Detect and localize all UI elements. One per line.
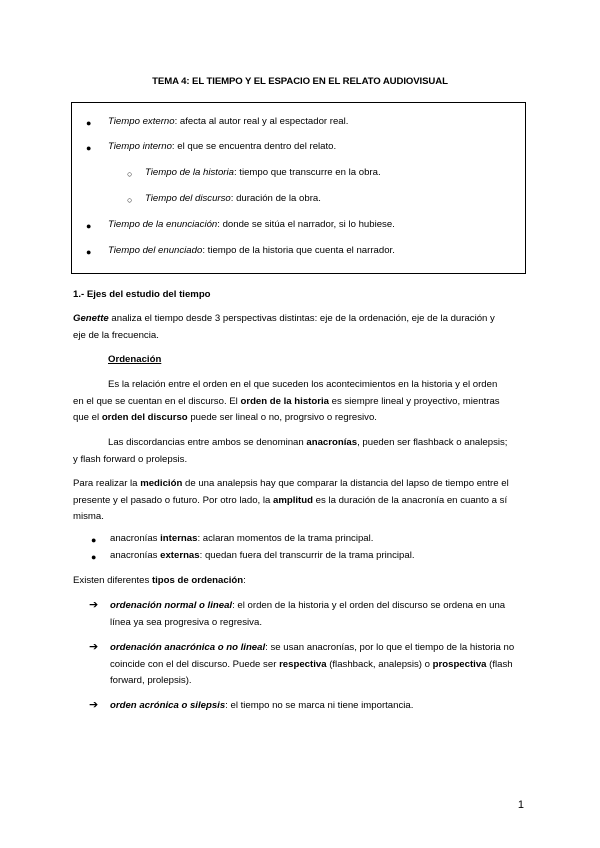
bullet-icon: ● — [86, 221, 92, 231]
term: Tiempo externo — [108, 116, 175, 127]
bullet-icon: ● — [91, 552, 97, 562]
list-item: orden acrónica o silepsis: el tiempo no se marca ni tiene importancia. — [110, 700, 414, 711]
list-item: Tiempo del enunciado: tiempo de la historia que cuenta el narrador. — [108, 245, 395, 256]
term: Tiempo de la enunciación — [108, 219, 218, 230]
list-item: Tiempo de la historia: tiempo que transcurre en la obra. — [145, 167, 381, 178]
paragraph-line: Las discordancias entre ambos se denominan anacronías, pueden ser flashback o analepsis; — [108, 437, 508, 448]
bullet-icon: ● — [91, 535, 97, 545]
term: Tiempo interno — [108, 141, 172, 152]
paragraph-line: presente y el pasado o futuro. Por otro lado, la amplitud es la duración de la anacronía en cuanto a sí — [73, 495, 508, 506]
paragraph-line: eje de la frecuencia. — [73, 330, 159, 341]
list-item: Tiempo de la enunciación: donde se sitúa el narrador, si lo hubiese. — [108, 219, 395, 230]
list-item: Tiempo interno: el que se encuentra dentro del relato. — [108, 141, 337, 152]
list-item: Tiempo externo: afecta al autor real y al espectador real. — [108, 116, 349, 127]
bullet-icon: ● — [86, 247, 92, 257]
paragraph-line: en el que se cuentan en el discurso. El orden de la historia es siempre lineal y proyectivo, mientras — [73, 396, 500, 407]
arrow-bullet-icon: ➔ — [89, 641, 99, 653]
hollow-bullet-icon: ○ — [127, 195, 133, 205]
list-item: anacronías externas: quedan fuera del transcurrir de la trama principal. — [110, 550, 415, 561]
list-item: ordenación normal o lineal: el orden de la historia y el orden del discurso se ordena en una — [110, 600, 506, 611]
hollow-bullet-icon: ○ — [127, 169, 133, 179]
list-item: ordenación anacrónica o no lineal: se usan anacronías, por lo que el tiempo de la historia no — [110, 642, 515, 653]
arrow-bullet-icon: ➔ — [89, 699, 99, 711]
paragraph-line: Genette analiza el tiempo desde 3 perspectivas distintas: eje de la ordenación, eje de la duración y — [73, 313, 495, 324]
list-item: anacronías internas: aclaran momentos de la trama principal. — [110, 533, 374, 544]
term: Tiempo del enunciado — [108, 245, 203, 256]
term: Tiempo de la historia — [145, 167, 234, 178]
paragraph-line: y flash forward o prolepsis. — [73, 454, 188, 465]
paragraph-line: misma. — [73, 511, 104, 522]
list-item-continuation: coincide con el del discurso. Puede ser respectiva (flashback, analepsis) o prospectiva (flash — [110, 659, 513, 670]
paragraph-line: que el orden del discurso puede ser lineal o no, progrsivo o regresivo. — [73, 412, 377, 423]
bullet-icon: ● — [86, 143, 92, 153]
section-heading: 1.- Ejes del estudio del tiempo — [73, 289, 211, 300]
page-number: 1 — [517, 799, 524, 811]
bullet-icon: ● — [86, 118, 92, 128]
paragraph-line: Existen diferentes tipos de ordenación: — [73, 575, 246, 586]
definitions-box — [71, 102, 526, 274]
list-item: Tiempo del discurso: duración de la obra. — [145, 193, 321, 204]
paragraph-line: Para realizar la medición de una analepsis hay que comparar la distancia del lapso de tiempo entre el — [73, 478, 509, 489]
paragraph-line: Es la relación entre el orden en el que suceden los acontecimientos en la historia y el orden — [108, 379, 498, 390]
page-title: TEMA 4: EL TIEMPO Y EL ESPACIO EN EL RELATO AUDIOVISUAL — [152, 76, 448, 87]
sub-heading: Ordenación — [108, 354, 162, 365]
arrow-bullet-icon: ➔ — [89, 599, 99, 611]
list-item-continuation: línea ya sea progresiva o regresiva. — [110, 617, 262, 628]
list-item-continuation: forward, prolepsis). — [110, 675, 192, 686]
term: Tiempo del discurso — [145, 193, 231, 204]
